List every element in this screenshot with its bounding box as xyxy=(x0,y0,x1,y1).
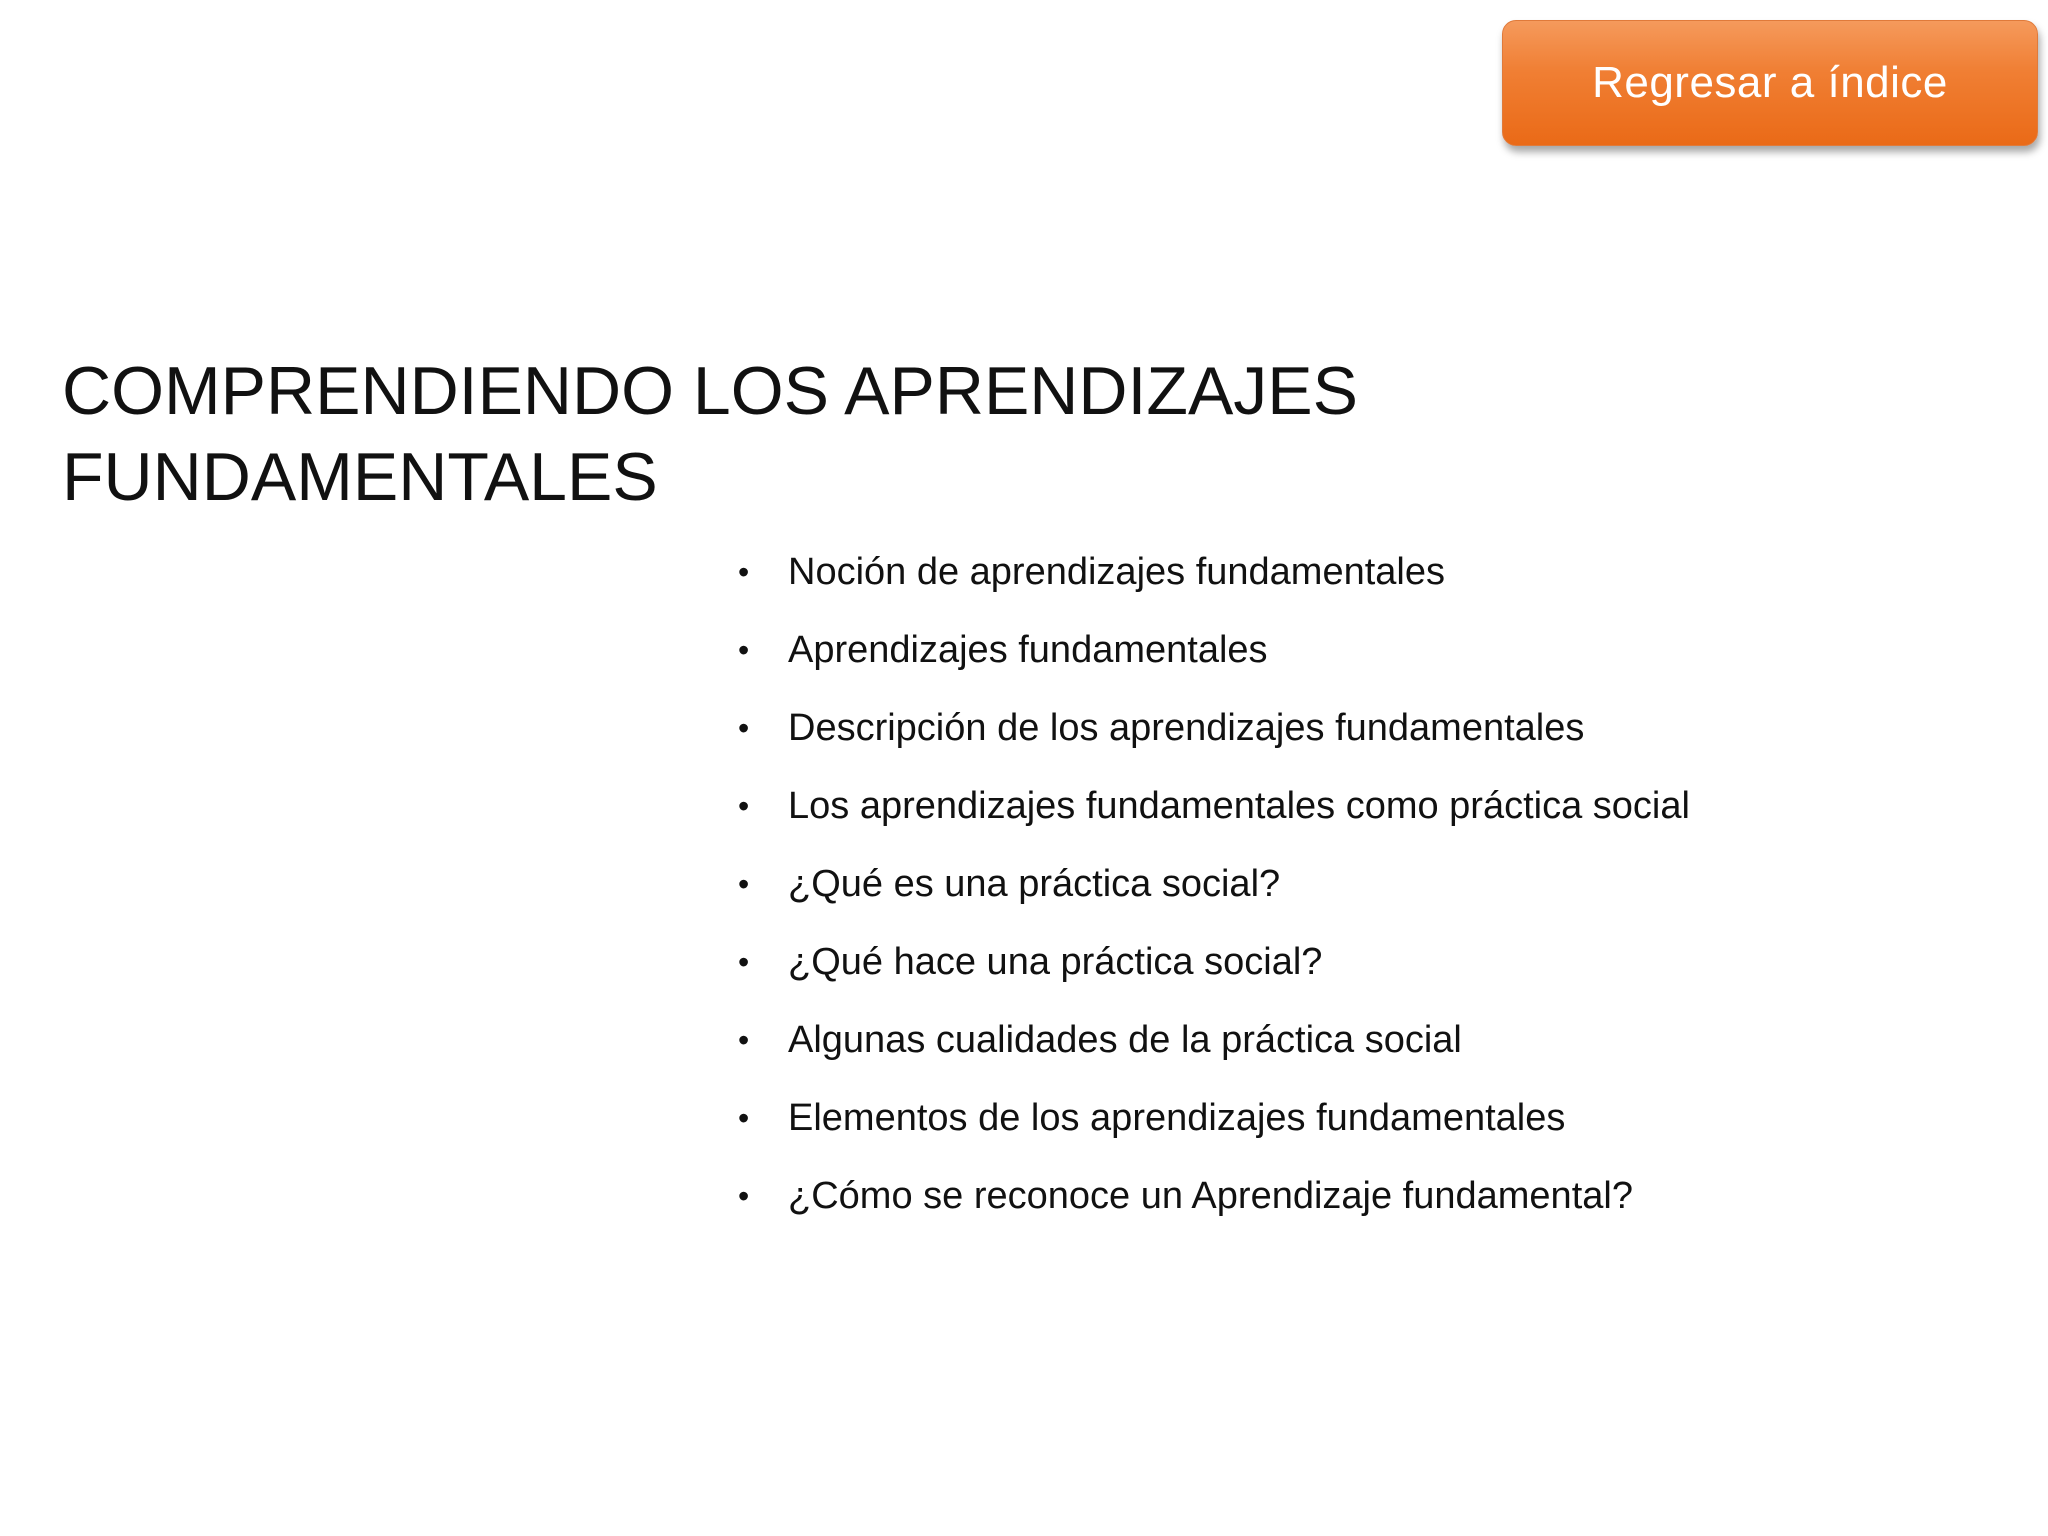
bullet-icon: • xyxy=(738,1178,750,1214)
topic-item[interactable] xyxy=(736,698,1986,776)
topic-label: Los aprendizajes fundamentales como práctica social xyxy=(788,785,1690,827)
topic-item[interactable] xyxy=(736,1088,1986,1166)
page-title xyxy=(62,348,1462,520)
topic-label: ¿Qué es una práctica social? xyxy=(788,863,1281,905)
back-to-index-label: Regresar a índice xyxy=(1592,58,1948,107)
topic-item[interactable] xyxy=(736,1166,1986,1244)
bullet-icon: • xyxy=(738,866,750,902)
topic-label: ¿Cómo se reconoce un Aprendizaje fundamental? xyxy=(788,1175,1633,1217)
bullet-icon: • xyxy=(738,710,750,746)
bullet-icon: • xyxy=(738,788,750,824)
topic-item[interactable] xyxy=(736,542,1986,620)
topic-label: Algunas cualidades de la práctica social xyxy=(788,1019,1462,1061)
topic-item[interactable] xyxy=(736,1010,1986,1088)
topic-item[interactable] xyxy=(736,776,1986,854)
topic-item[interactable] xyxy=(736,932,1986,1010)
bullet-icon: • xyxy=(738,554,750,590)
bullet-icon: • xyxy=(738,944,750,980)
topic-label: Descripción de los aprendizajes fundamentales xyxy=(788,707,1585,749)
bullet-icon: • xyxy=(738,1100,750,1136)
topic-item[interactable] xyxy=(736,854,1986,932)
topic-label: ¿Qué hace una práctica social? xyxy=(788,941,1323,983)
topic-list xyxy=(736,542,1986,1244)
topic-label: Elementos de los aprendizajes fundamentales xyxy=(788,1097,1566,1139)
topic-label: Noción de aprendizajes fundamentales xyxy=(788,551,1445,593)
topic-label: Aprendizajes fundamentales xyxy=(788,629,1268,671)
back-to-index-button[interactable] xyxy=(1502,20,2038,146)
page-title-line-1: COMPRENDIENDO LOS APRENDIZAJES xyxy=(62,353,1359,429)
topic-item[interactable] xyxy=(736,620,1986,698)
page-title-line-2: FUNDAMENTALES xyxy=(62,439,658,515)
bullet-icon: • xyxy=(738,632,750,668)
bullet-icon: • xyxy=(738,1022,750,1058)
